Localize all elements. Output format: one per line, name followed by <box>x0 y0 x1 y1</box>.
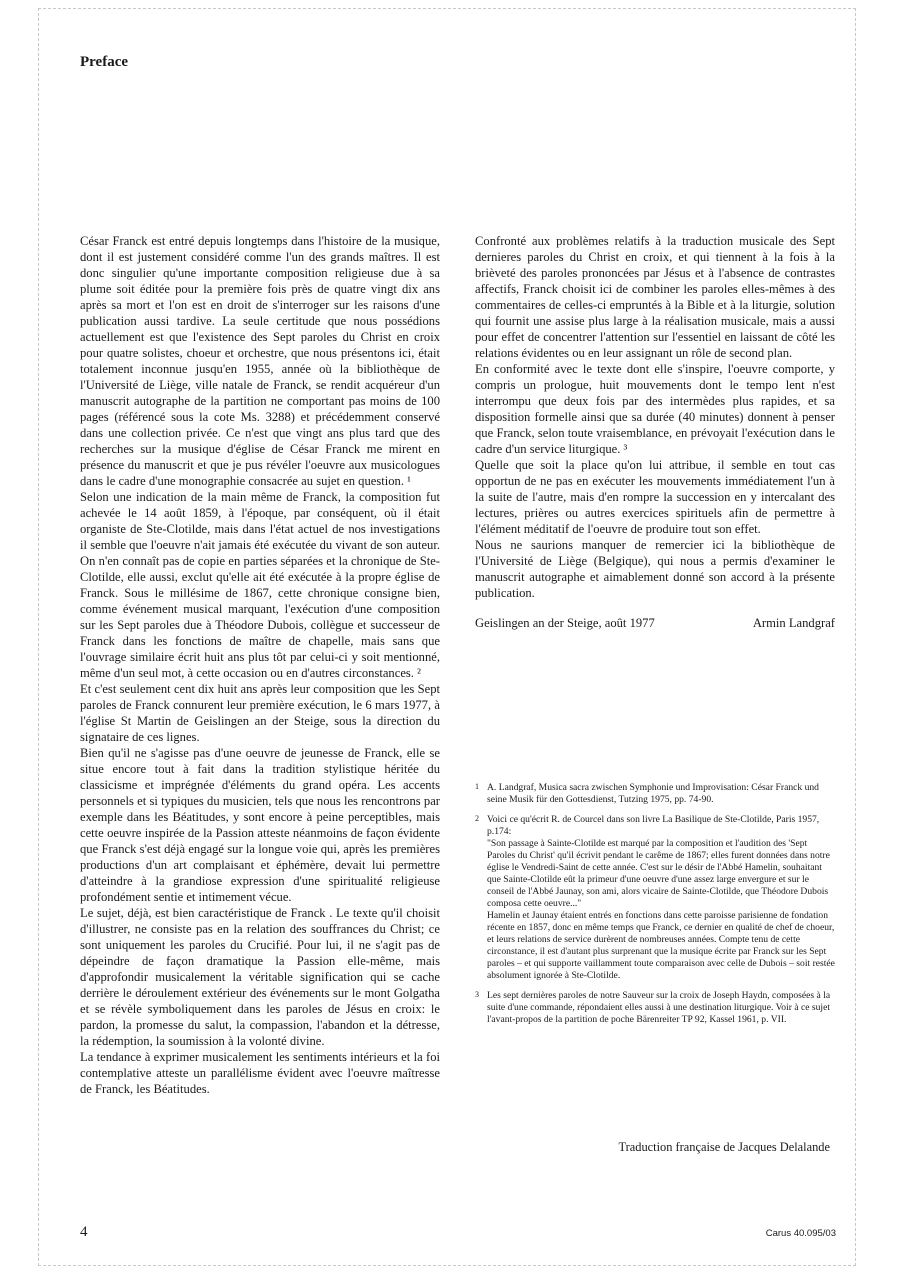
right-column <box>475 233 835 631</box>
footnote-text: Voici ce qu'écrit R. de Courcel dans son livre La Basilique de Ste-Clotilde, Paris 1957, p.174: <box>487 814 820 837</box>
left-column <box>80 233 440 1097</box>
footnote-text: Les sept dernières paroles de notre Sauveur sur la croix de Joseph Haydn, composées à la suite d'une commande, répondaient elles aussi à une destination liturgique. Voir à ce sujet l'avant-propos de la partition de poche Bärenreiter TP 92, Kassel 1961, p. VII. <box>487 990 831 1025</box>
footnote <box>475 990 835 1026</box>
footnote-number: 3 <box>475 990 479 999</box>
translator-credit: Traduction française de Jacques Delalande <box>618 1140 830 1154</box>
footnote-text: A. Landgraf, Musica sacra zwischen Symphonie und Improvisation: César Franck und seine Musik für den Gottesdienst, Tutzing 1975, pp. 74-90. <box>487 782 819 805</box>
footnote <box>475 814 835 982</box>
paragraph: La tendance à exprimer musicalement les sentiments intérieurs et la foi contemplative atteste un parallélisme évident avec l'oeuvre maîtresse de Franck, les Béatitudes. <box>80 1050 440 1096</box>
signature-author: Armin Landgraf <box>752 616 835 630</box>
page-heading: Preface <box>80 54 129 70</box>
footnote-text: Hamelin et Jaunay étaient entrés en fonctions dans cette paroisse parisienne de fondation récente en 1857, donc en même temps que Franck, ce dernier en qualité de chef de choeur, et leurs relations de service durèrent de nombreuses années. Compte tenu de cette circonstance, il est d'autant plus surprenant que la musique écrite par Franck sur les Sept paroles – et qui supporte vaillamment toute comparaison avec celle de Dubois – soit restée absolument ignorée à Ste-Clotilde. <box>487 910 835 981</box>
footnote-text: "Son passage à Sainte-Clotilde est marqué par la composition et l'audition des 'Sept Paroles du Christ' qu'il écrivit pendant le carême de 1867; elles furent données dans notre église le Vendredi-Saint de cette année. C'est sur le désir de l'Abbé Hamelin, souhaitant que Sainte-Clotilde eût la primeur d'une oeuvre d'une assez large envergure et sur le conseil de l'Abbé Jaunay, son ami, alors vicaire de Sainte-Clotilde, que Théodore Dubois composa cette oeuvre..." <box>487 838 830 909</box>
paragraph: Nous ne saurions manquer de remercier ici la bibliothèque de l'Université de Liège (Belgique), qui nous a permis d'examiner le manuscrit autographe et aimablement donné son accord à la présente publication. <box>475 538 835 600</box>
paragraph: Et c'est seulement cent dix huit ans après leur composition que les Sept paroles de Franck connurent leur première exécution, le 6 mars 1977, à l'église St Martin de Geislingen an der Steige, sous la direction du signataire de ces lignes. <box>80 682 440 744</box>
footnotes <box>475 782 835 1034</box>
paragraph: Confronté aux problèmes relatifs à la traduction musicale des Sept dernieres paroles du Christ en croix, et qui tiennent à la fois à la brièveté des paroles prononcées par Jésus et à l'absence de contrastes affectifs, Franck choisit ici de combiner les paroles elles-mêmes à des commentaires de celles-ci empruntés à la Bible et à la liturgie, solution qui fournit une assise plus large à la réalisation musicale, mais a aussi pour effet de concentrer l'attention sur l'essentiel en laissant de côté les relations évidentes ou en leur assignant un rôle de second plan. <box>475 234 835 360</box>
page-number: 4 <box>80 1224 88 1240</box>
paragraph: En conformité avec le texte dont elle s'inspire, l'oeuvre comporte, y compris un prologue, huit mouvements dont le tempo lent n'est interrompu que deux fois par des intermèdes plus rapides, et sa disposition formelle ainsi que sa durée (40 minutes) donnent à penser que Franck, selon toute vraisemblance, en prévoyait l'exécution dans le cadre d'un service liturgique. ³ <box>475 362 835 456</box>
signature-line <box>475 615 835 631</box>
paragraph: Quelle que soit la place qu'on lui attribue, il semble en tout cas opportun de ne pas en exécuter les mouvements immédiatement l'un à la suite de l'autre, mais d'en rompre la succession en y intercalant des lectures, prières ou autres exercices spirituels afin de permettre à l'élément méditatif de l'oeuvre de produire tout son effet. <box>475 458 835 536</box>
paragraph: Selon une indication de la main même de Franck, la composition fut achevée le 14 août 1859, à l'époque, par conséquent, où il était organiste de Ste-Clotilde, mais dans l'état actuel de nos investigations il semble que l'oeuvre n'ait jamais été exécutée du vivant de son auteur. On n'en connaît pas de copie en parties séparées et la chronique de Ste-Clotilde, elle aussi, exclut qu'elle ait été exécutée à la propre église de Franck. Sous le millésime de 1867, cette chronique consigne bien, comme événement musical marquant, l'exécution d'une composition sur les Sept paroles due à Théodore Dubois, collègue et successeur de Franck dans les fonctions de maître de chapelle, mais sans que l'ouvrage similaire écrit huit ans plus tôt par celui-ci y soit mentionné, même d'un seul mot, à cette occasion ou en d'autres circonstances. ² <box>80 490 440 680</box>
paragraph: César Franck est entré depuis longtemps dans l'histoire de la musique, dont il est justement considéré comme l'un des grands maîtres. Il est donc singulier qu'une importante composition religieuse due à sa plume soit éditée pour la première fois près de quatre vingt dix ans après sa mort et l'on est en droit de s'interroger sur les raisons d'une publication aussi tardive. La seule certitude que nous possédions actuellement est que l'existence des Sept paroles du Christ en croix pour quatre solistes, choeur et orchestre, que nous présentons ici, était totalement inconnue jusqu'en 1955, année où la bibliothèque de l'Université de Liège, ville natale de Franck, se rendit acquéreur d'un manuscrit autographe de la partition ne comportant pas moins de 100 pages (référencé sous la cote Ms. 3288) et précédemment conservé dans une collection privée. Ce n'est que vingt ans plus tard que des recherches sur la musique d'église de César Franck me mirent en présence du manuscrit et que je pus révéler l'oeuvre aux musicologues dans le cadre d'une monographie consacrée au sujet en question. ¹ <box>80 234 440 488</box>
paragraph: Bien qu'il ne s'agisse pas d'une oeuvre de jeunesse de Franck, elle se situe encore tout à fait dans la tradition stylistique héritée du classicisme et imprégnée d'éléments du grand opéra. Les accents personnels et si typiques du musicien, tels que nous les rencontrons par exemple dans les Béatitudes, y sont encore à peine perceptibles, mais cette oeuvre inspirée de la Passion atteste néanmoins de façon évidente que Franck s'est déjà engagé sur la longue voie qui, après les premières productions d'un art complaisant et éphémère, devait lui permettre d'atteindre à la grandiose expression d'une spiritualité religieuse profondément sentie et intimement vécue. <box>80 746 440 904</box>
catalog-number: Carus 40.095/03 <box>765 1228 836 1239</box>
footnote-number: 2 <box>475 814 479 823</box>
footnote-number: 1 <box>475 782 479 791</box>
signature-place-date: Geislingen an der Steige, août 1977 <box>475 616 655 630</box>
paragraph: Le sujet, déjà, est bien caractéristique de Franck . Le texte qu'il choisit d'illustrer, ne consiste pas en la relation des souffrances du Christ; ce sont uniquement les paroles du Crucifié. Pour lui, il ne s'agit pas de dépeindre de façon dramatique la Passion elle-même, mais d'approfondir musicalement la véritable signification qui se cache derrière le déroulement extérieur des événements sur le mont Golgatha et se révèle symboliquement dans les paroles de Jésus en croix: le pardon, la promesse du salut, la compassion, l'abandon et la détresse, la rédemption, la soumission à la volonté divine. <box>80 906 440 1048</box>
footnote <box>475 782 835 806</box>
